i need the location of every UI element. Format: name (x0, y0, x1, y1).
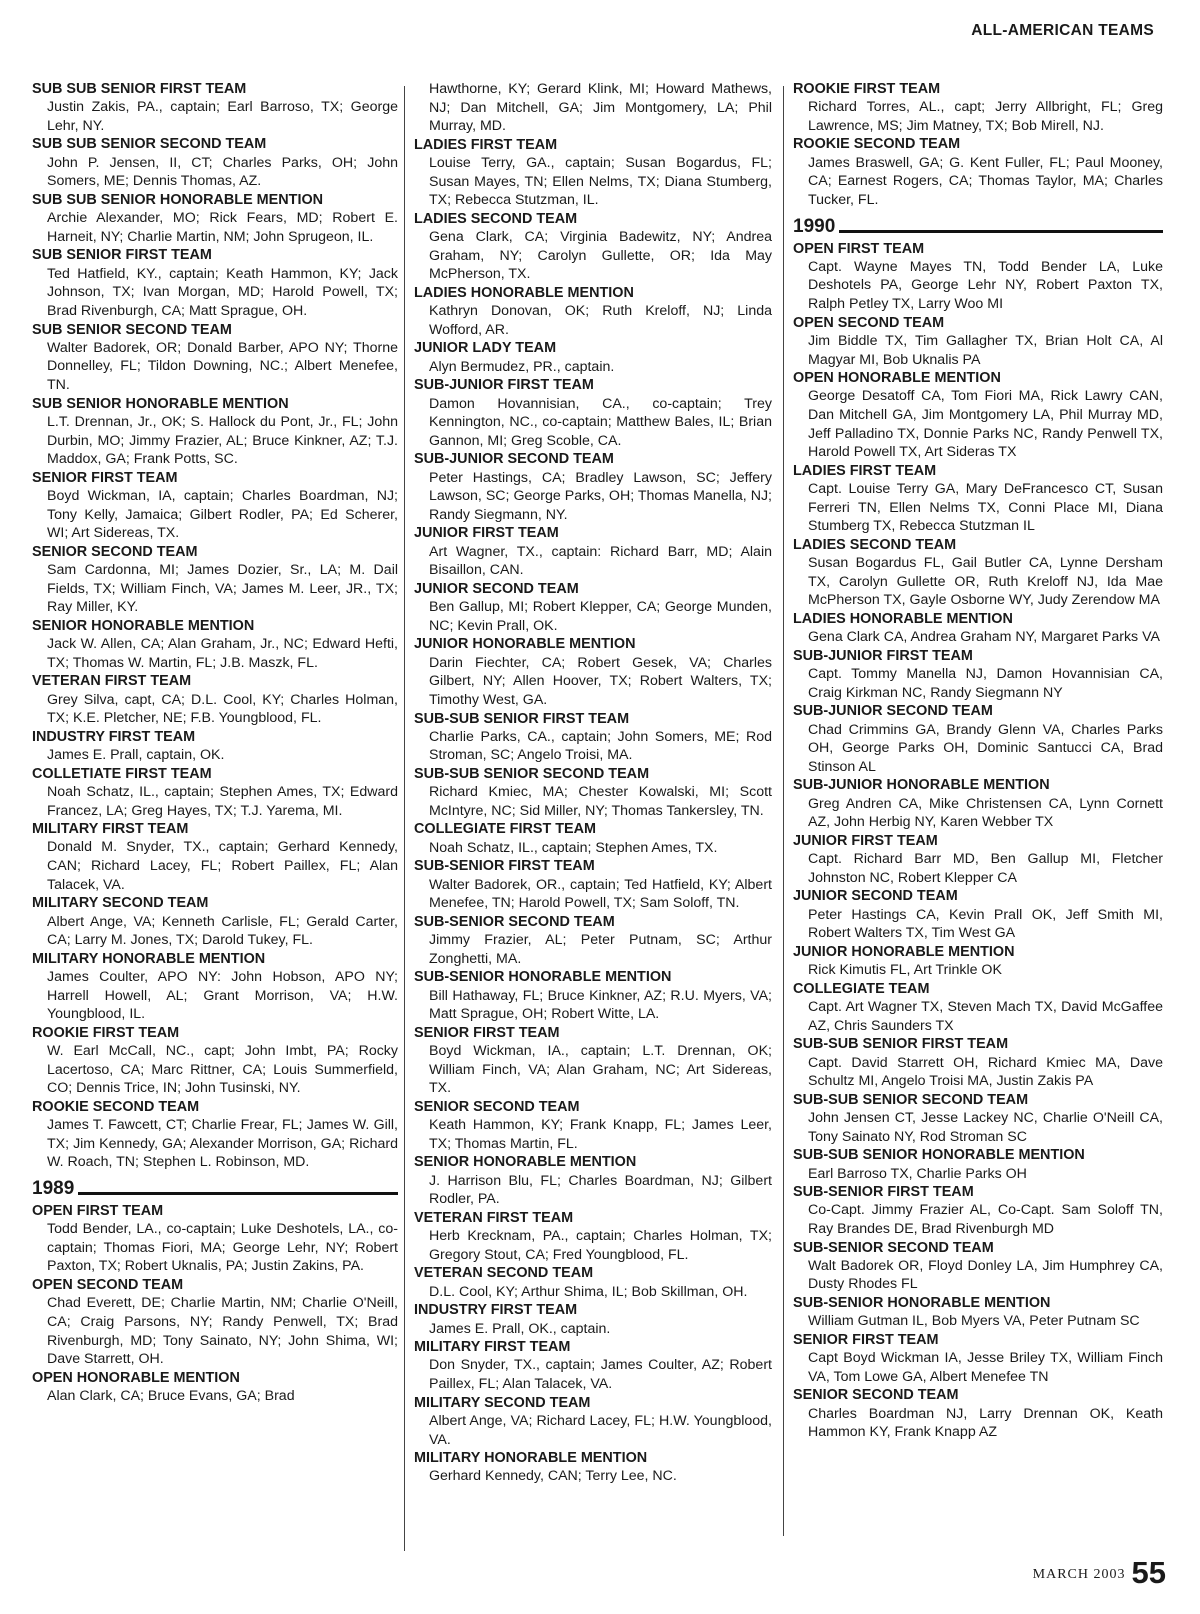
team-heading: ROOKIE SECOND TEAM (32, 1098, 200, 1115)
year-rule (78, 1192, 398, 1195)
team-heading: OPEN SECOND TEAM (793, 314, 945, 331)
team-heading: OPEN FIRST TEAM (793, 240, 925, 257)
team-members: Capt. Richard Barr MD, Ben Gallup MI, Fletcher Johnston NC, Robert Klepper CA (808, 851, 1163, 886)
team-members: Capt Boyd Wickman IA, Jesse Briley TX, William Finch VA, Tom Lowe GA, Albert Menefee TN (808, 1350, 1163, 1385)
team-heading: SUB-SUB SENIOR SECOND TEAM (414, 766, 650, 782)
team-heading: LADIES SECOND TEAM (793, 536, 957, 553)
team-members: Charlie Parks, CA., captain; John Somers, ME; Rod Stroman, SC; Angelo Troisi, MA. (429, 728, 772, 764)
team-heading: JUNIOR SECOND TEAM (414, 580, 579, 597)
team-members: Keath Hammon, KY; Frank Knapp, FL; James Leer, TX; Thomas Martin, FL. (429, 1117, 772, 1152)
team-heading: SUB-SUB SENIOR FIRST TEAM (793, 1036, 1009, 1053)
team-heading: JUNIOR FIRST TEAM (414, 525, 559, 542)
team-members: Gena Clark CA, Andrea Graham NY, Margaret Parks VA (808, 629, 1160, 646)
team-members: Walter Badorek, OR., captain; Ted Hatfield, KY; Albert Menefee, TN; Harold Powell, TX; Sam Soloff, TN. (429, 876, 772, 912)
team-heading: MILITARY SECOND TEAM (414, 1394, 591, 1411)
team-heading: VETERAN FIRST TEAM (414, 1209, 574, 1226)
team-members: Richard Kmiec, MA; Chester Kowalski, MI; Scott McIntyre, NC; Sid Miller, NY; Thomas Tankersley, TN. (429, 784, 772, 819)
team-members: Alan Clark, CA; Bruce Evans, GA; Brad (47, 1388, 295, 1405)
team-heading: SUB-SENIOR FIRST TEAM (414, 858, 595, 875)
team-members: Gena Clark, CA; Virginia Badewitz, NY; Andrea Graham, NY; Carolyn Gullette, OR; Ida May McPherson, TX. (429, 229, 772, 283)
team-heading: JUNIOR HONORABLE MENTION (793, 943, 1015, 960)
team-members: Damon Hovannisian, CA., co-captain; Trey Kennington, NC., co-captain; Matthew Bales, IL; Brian Gannon, MI; Greg Scoble, CA. (429, 395, 772, 449)
team-members: Grey Silva, capt, CA; D.L. Cool, KY; Charles Holman, TX; K.E. Pletcher, NE; F.B. Youngblood, FL. (47, 691, 398, 727)
team-heading: ROOKIE FIRST TEAM (793, 81, 941, 97)
team-members: Boyd Wickman, IA., captain; L.T. Drennan, OK; William Finch, VA; Alan Graham, NC; Art Sidereas, TX. (429, 1043, 772, 1097)
team-members: L.T. Drennan, Jr., OK; S. Hallock du Pont, Jr., FL; John Durbin, MO; Jimmy Frazier, AL; Bruce Kinkner, AZ; T.J. Maddox, GA; Frank Potts, SC. (47, 413, 398, 468)
year-heading (32, 1178, 398, 1200)
team-heading: SENIOR HONORABLE MENTION (414, 1154, 637, 1171)
team-heading: SUB-SENIOR SECOND TEAM (414, 913, 615, 930)
team-members: Chad Everett, DE; Charlie Martin, NM; Charlie O'Neill, CA; Craig Parsons, NY; Randy Penwell, TX; Brad Rivenburgh, MD; Tony Sainato, NY; John Shima, WI; Dave Starrett, OH. (47, 1295, 398, 1368)
team-heading: SUB SUB SENIOR FIRST TEAM (32, 81, 247, 97)
team-heading: MILITARY SECOND TEAM (32, 895, 209, 912)
team-heading: SUB SENIOR SECOND TEAM (32, 321, 232, 338)
team-members: Co-Capt. Jimmy Frazier AL, Co-Capt. Sam Soloff TN, Ray Brandes DE, Brad Rivenburgh MD (808, 1202, 1163, 1237)
team-heading: ROOKIE SECOND TEAM (793, 136, 961, 153)
team-members: Capt. Tommy Manella NJ, Damon Hovannisian CA, Craig Kirkman NC, Randy Siegmann NY (808, 666, 1163, 701)
team-heading: SUB-SENIOR HONORABLE MENTION (793, 1295, 1051, 1312)
team-heading: OPEN HONORABLE MENTION (32, 1369, 240, 1386)
team-members: Boyd Wickman, IA, captain; Charles Boardman, NJ; Tony Kelly, Jamaica; Gilbert Rodler, PA; Ed Scherer, WI; Art Sidereas, TX. (47, 487, 398, 542)
team-members: George Desatoff CA, Tom Fiori MA, Rick Lawry CAN, Dan Mitchell GA, Jim Montgomery LA, Phil Murray MD, Jeff Palladino TX, Donnie Parks NC, Randy Penwell TX, Harold Powell TX, Art Sideras TX (808, 388, 1163, 461)
team-members: Rick Kimutis FL, Art Trinkle OK (808, 962, 1002, 979)
team-heading: SUB-JUNIOR SECOND TEAM (793, 703, 993, 720)
team-members: Capt. Art Wagner TX, Steven Mach TX, David McGaffee AZ, Chris Saunders TX (808, 999, 1163, 1034)
team-heading: MILITARY FIRST TEAM (32, 821, 189, 838)
team-heading: OPEN FIRST TEAM (32, 1202, 164, 1219)
team-members: J. Harrison Blu, FL; Charles Boardman, NJ; Gilbert Rodler, PA. (429, 1172, 772, 1208)
team-heading: COLLEGIATE FIRST TEAM (414, 821, 597, 838)
team-members: Jimmy Frazier, AL; Peter Putnam, SC; Arthur Zonghetti, MA. (429, 932, 772, 967)
team-members: Walt Badorek OR, Floyd Donley LA, Jim Humphrey CA, Dusty Rhodes FL (808, 1257, 1163, 1293)
team-members: Albert Ange, VA; Kenneth Carlisle, FL; Gerald Carter, CA; Larry M. Jones, TX; Darold Tukey, FL. (47, 913, 398, 949)
team-members: Susan Bogardus FL, Gail Butler CA, Lynne Dersham TX, Carolyn Gullette OR, Ruth Kreloff NJ, Ida Mae McPherson TX, Gayle Osborne WY, Judy Zerendow MA (808, 555, 1163, 609)
team-members: Bill Hathaway, FL; Bruce Kinkner, AZ; R.U. Myers, VA; Matt Sprague, OH; Robert Witte, LA. (429, 987, 772, 1023)
team-heading: SUB SUB SENIOR HONORABLE MENTION (32, 191, 324, 208)
team-members: D.L. Cool, KY; Arthur Shima, IL; Bob Skillman, OH. (429, 1283, 748, 1300)
team-members: James E. Prall, OK., captain. (429, 1320, 611, 1337)
page-footer (1033, 1557, 1166, 1588)
team-heading: JUNIOR HONORABLE MENTION (414, 636, 636, 653)
team-members: Donald M. Snyder, TX., captain; Gerhard Kennedy, CAN; Richard Lacey, FL; Robert Paillex, FL; Alan Talacek, VA. (47, 839, 398, 893)
issue-date: MARCH 2003 (1032, 1567, 1126, 1582)
team-heading: ROOKIE FIRST TEAM (32, 1024, 180, 1041)
team-heading: COLLETIATE FIRST TEAM (32, 765, 212, 782)
team-heading: SUB SUB SENIOR SECOND TEAM (32, 136, 267, 153)
team-members: Justin Zakis, PA., captain; Earl Barroso, TX; George Lehr, NY. (47, 99, 398, 134)
team-heading: LADIES HONORABLE MENTION (414, 284, 634, 301)
team-heading: SUB-SENIOR HONORABLE MENTION (414, 969, 672, 986)
team-heading: SUB-SENIOR SECOND TEAM (793, 1239, 994, 1256)
team-heading: SUB SENIOR FIRST TEAM (32, 247, 212, 264)
team-members: John Jensen CT, Jesse Lackey NC, Charlie O'Neill CA, Tony Sainato NY, Rod Stroman SC (808, 1110, 1163, 1145)
team-members: John P. Jensen, II, CT; Charles Parks, OH; John Somers, ME; Dennis Thomas, AZ. (47, 154, 398, 190)
year-rule (839, 230, 1163, 233)
team-heading: MILITARY HONORABLE MENTION (414, 1450, 648, 1467)
team-members: Chad Crimmins GA, Brandy Glenn VA, Charles Parks OH, George Parks OH, Dominic Santucci CA, Brad Stinson AL (808, 721, 1163, 775)
team-heading: OPEN HONORABLE MENTION (793, 370, 1001, 387)
team-heading: LADIES HONORABLE MENTION (793, 610, 1013, 627)
year-label: 1990 (793, 215, 836, 237)
team-heading: SUB-SENIOR FIRST TEAM (793, 1184, 974, 1201)
team-heading: SUB-JUNIOR HONORABLE MENTION (793, 777, 1050, 794)
column-3 (793, 80, 1163, 1442)
team-members: Earl Barroso TX, Charlie Parks OH (808, 1165, 1027, 1182)
team-heading: SUB-SUB SENIOR HONORABLE MENTION (793, 1147, 1085, 1164)
team-members: Hawthorne, KY; Gerard Klink, MI; Howard Mathews, NJ; Dan Mitchell, GA; Jim Montgomery, LA; Phil Murray, MD. (429, 81, 772, 135)
team-heading: SUB-JUNIOR SECOND TEAM (414, 451, 614, 468)
team-heading: MILITARY HONORABLE MENTION (32, 950, 266, 967)
team-members: Gerhard Kennedy, CAN; Terry Lee, NC. (429, 1468, 677, 1485)
team-members: Capt. Wayne Mayes TN, Todd Bender LA, Luke Deshotels PA, George Lehr NY, Robert Paxton TX, Ralph Petley TX, Larry Woo MI (808, 258, 1163, 313)
column-1 (32, 80, 398, 1406)
team-heading: SENIOR FIRST TEAM (414, 1024, 560, 1041)
team-members: Charles Boardman NJ, Larry Drennan OK, Keath Hammon KY, Frank Knapp AZ (808, 1405, 1163, 1441)
team-members: W. Earl McCall, NC., capt; John Imbt, PA; Rocky Lacertoso, CA; Marc Rittner, CA; Louis Summerfield, CO; Dennis Trice, IN; John Tusinski, NY. (47, 1043, 398, 1097)
team-heading: INDUSTRY FIRST TEAM (32, 728, 196, 745)
team-heading: JUNIOR SECOND TEAM (793, 888, 958, 905)
team-heading: INDUSTRY FIRST TEAM (414, 1302, 578, 1319)
team-members: Todd Bender, LA., co-captain; Luke Deshotels, LA., co-captain; Thomas Fiori, MA; George Lehr, NY; Robert Paxton, TX; Robert Uknalis, PA; Justin Zakins, PA. (47, 1221, 398, 1275)
team-heading: JUNIOR LADY TEAM (414, 340, 557, 357)
team-members: Ted Hatfield, KY., captain; Keath Hammon, KY; Jack Johnson, TX; Ivan Morgan, MD; Harold Powell, TX; Brad Rivenburgh, CA; Matt Sprague, OH. (47, 265, 398, 319)
team-members: James Braswell, GA; G. Kent Fuller, FL; Paul Mooney, CA; Earnest Rogers, CA; Thomas Taylor, MA; Charles Tucker, FL. (808, 154, 1163, 208)
team-heading: SENIOR FIRST TEAM (793, 1331, 939, 1348)
team-members: Don Snyder, TX., captain; James Coulter, AZ; Robert Paillex, FL; Alan Talacek, VA. (429, 1357, 772, 1393)
column-2 (414, 80, 772, 1486)
team-heading: COLLEGIATE TEAM (793, 980, 930, 997)
column-divider (783, 86, 784, 1536)
year-label: 1989 (32, 1177, 75, 1199)
team-heading: SUB-JUNIOR FIRST TEAM (793, 647, 973, 664)
team-heading: VETERAN SECOND TEAM (414, 1265, 594, 1282)
team-members: Art Wagner, TX., captain: Richard Barr, MD; Alain Bisaillon, CAN. (429, 543, 772, 579)
team-members: Capt. Louise Terry GA, Mary DeFrancesco CT, Susan Ferreri TN, Ellen Nelms TX, Conni Place MI, Diana Stumberg TX, Rebecca Stutzman IL (808, 481, 1163, 535)
team-members: Herb Krecknam, PA., captain; Charles Holman, TX; Gregory Stout, CA; Fred Youngblood, FL. (429, 1228, 772, 1263)
team-members: Alyn Bermudez, PR., captain. (429, 358, 615, 375)
team-members: Peter Hastings CA, Kevin Prall OK, Jeff Smith MI, Robert Walters TX, Tim West GA (808, 906, 1163, 942)
team-members: Albert Ange, VA; Richard Lacey, FL; H.W. Youngblood, VA. (429, 1412, 772, 1448)
team-heading: SENIOR SECOND TEAM (32, 543, 198, 560)
team-members: Archie Alexander, MO; Rick Fears, MD; Robert E. Harneit, NY; Charlie Martin, NM; John Sprugeon, IL. (47, 210, 398, 245)
team-heading: LADIES FIRST TEAM (414, 136, 558, 153)
team-heading: LADIES FIRST TEAM (793, 462, 937, 479)
team-heading: OPEN SECOND TEAM (32, 1277, 184, 1294)
team-heading: SUB-JUNIOR FIRST TEAM (414, 377, 594, 394)
page-number: 55 (1131, 1555, 1166, 1590)
team-heading: SUB-SUB SENIOR FIRST TEAM (414, 710, 630, 727)
section-header: ALL-AMERICAN TEAMS (971, 22, 1154, 39)
team-members: Walter Badorek, OR; Donald Barber, APO NY; Thorne Donnelley, FL; Tildon Downing, NC.; Albert Menefee, TN. (47, 339, 398, 394)
team-members: James T. Fawcett, CT; Charlie Frear, FL; James W. Gill, TX; Jim Kennedy, GA; Alexander Morrison, GA; Richard W. Roach, TN; Stephen L. Robinson, MD. (47, 1117, 398, 1171)
team-members: James Coulter, APO NY: John Hobson, APO NY; Harrell Howell, AL; Grant Morrison, VA; H.W. Youngblood, IL. (47, 969, 398, 1023)
team-heading: SENIOR SECOND TEAM (414, 1098, 580, 1115)
team-members: Richard Torres, AL., capt; Jerry Allbright, FL; Greg Lawrence, MS; Jim Matney, TX; Bob Mirell, NJ. (808, 99, 1163, 134)
team-members: Noah Schatz, IL., captain; Stephen Ames, TX. (429, 839, 718, 856)
team-heading: MILITARY FIRST TEAM (414, 1339, 571, 1356)
team-members: Louise Terry, GA., captain; Susan Bogardus, FL; Susan Mayes, TN; Ellen Nelms, TX; Diana Stumberg, TX; Rebecca Stutzman, IL. (429, 155, 772, 209)
team-heading: SENIOR SECOND TEAM (793, 1387, 959, 1404)
team-members: Jack W. Allen, CA; Alan Graham, Jr., NC; Edward Hefti, TX; Thomas W. Martin, FL; J.B. Maszk, FL. (47, 636, 398, 671)
team-members: William Gutman IL, Bob Myers VA, Peter Putnam SC (808, 1313, 1140, 1330)
team-members: Capt. David Starrett OH, Richard Kmiec MA, Dave Schultz MI, Angelo Troisi MA, Justin Zakis PA (808, 1054, 1163, 1090)
team-members: Peter Hastings, CA; Bradley Lawson, SC; Jeffery Lawson, SC; George Parks, OH; Thomas Manella, NJ; Randy Siegmann, NY. (429, 469, 772, 523)
team-members: Greg Andren CA, Mike Christensen CA, Lynn Cornett AZ, John Herbig NY, Karen Webber TX (808, 795, 1163, 831)
team-members: Kathryn Donovan, OK; Ruth Kreloff, NJ; Linda Wofford, AR. (429, 303, 772, 338)
team-members: Ben Gallup, MI; Robert Klepper, CA; George Munden, NC; Kevin Prall, OK. (429, 599, 772, 634)
column-divider (404, 86, 405, 1551)
team-heading: SENIOR FIRST TEAM (32, 469, 178, 486)
team-members: Darin Fiechter, CA; Robert Gesek, VA; Charles Gilbert, NY; Allen Hoover, TX; Robert Walters, TX; Timothy West, GA. (429, 654, 772, 708)
team-members: Jim Biddle TX, Tim Gallagher TX, Brian Holt CA, Al Magyar MI, Bob Uknalis PA (808, 332, 1163, 368)
team-heading: SUB-SUB SENIOR SECOND TEAM (793, 1091, 1029, 1108)
team-heading: SENIOR HONORABLE MENTION (32, 617, 255, 634)
team-heading: LADIES SECOND TEAM (414, 210, 578, 227)
team-heading: JUNIOR FIRST TEAM (793, 832, 938, 849)
team-members: Sam Cardonna, MI; James Dozier, Sr., LA; M. Dail Fields, TX; William Finch, VA; James M. Leer, JR., TX; Ray Miller, KY. (47, 562, 398, 616)
team-heading: VETERAN FIRST TEAM (32, 673, 192, 690)
year-heading (793, 216, 1163, 238)
team-members: James E. Prall, captain, OK. (47, 747, 225, 764)
team-heading: SUB SENIOR HONORABLE MENTION (32, 395, 289, 412)
team-members: Noah Schatz, IL., captain; Stephen Ames, TX; Edward Francez, LA; Greg Hayes, TX; T.J. Yarema, MI. (47, 784, 398, 819)
